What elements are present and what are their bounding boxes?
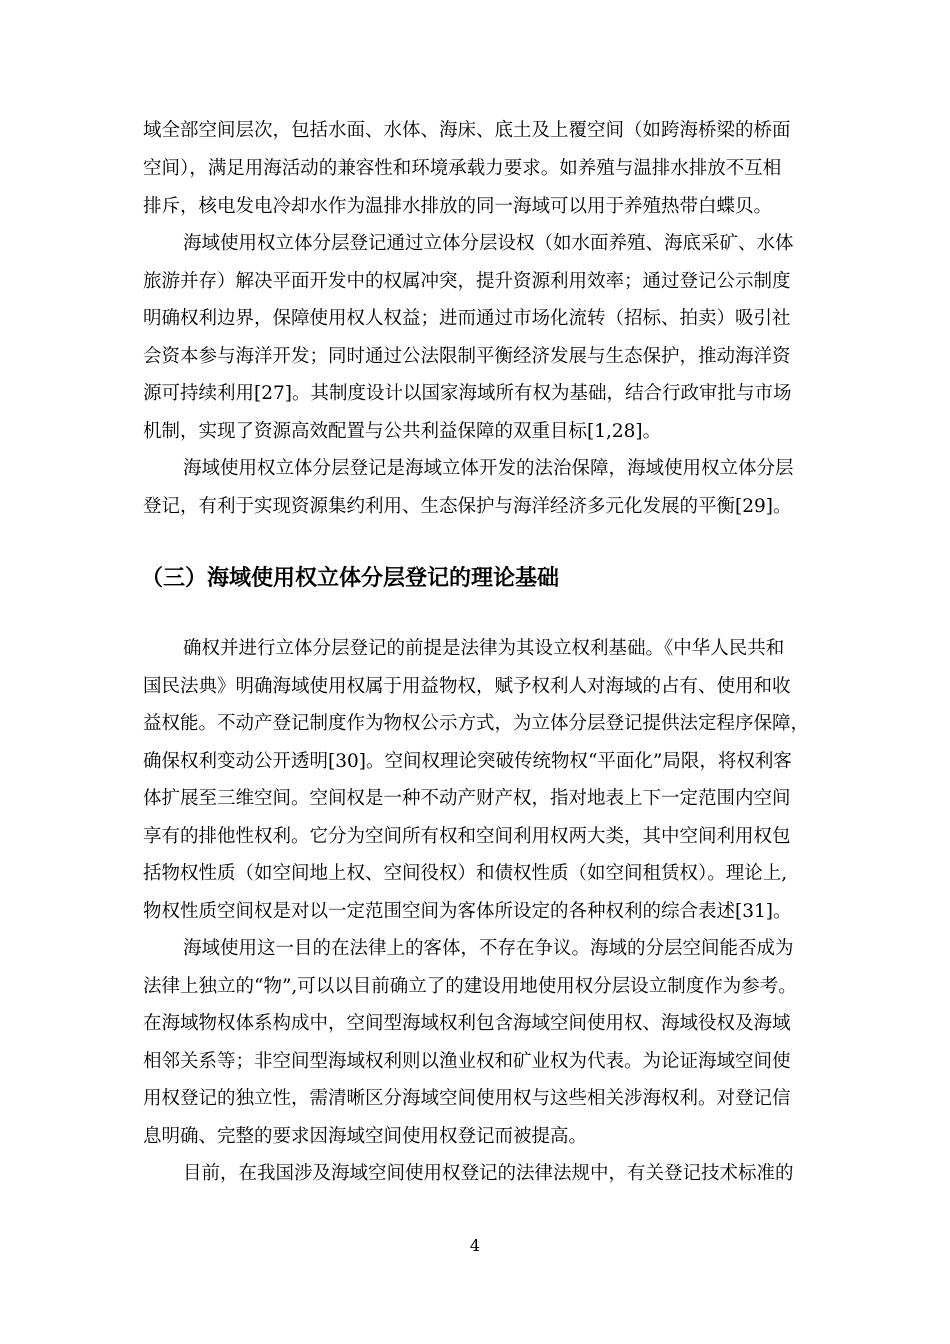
section-heading: （三）海域使用权立体分层登记的理论基础 [141,566,560,591]
text-line: 登记，有利于实现资源集约利用、生态保护与海洋经济多元化发展的平衡[29]。 [143,496,792,517]
text-line: 国民法典》明确海域使用权属于用益物权，赋予权利人对海域的占有、使用和收 [143,676,791,697]
text-line: 海域使用这一目的在法律上的客体，不存在争议。海域的分层空间能否成为 [183,938,794,959]
text-line: 括物权性质（如空间地上权、空间役权）和债权性质（如空间租赁权）。理论上, [143,863,788,884]
text-line: 确保权利变动公开透明[30]。空间权理论突破传统物权“平面化”局限，将权利客 [143,751,792,772]
page-number: 4 [469,1236,481,1255]
text-line: 益权能。不动产登记制度作为物权公示方式，为立体分层登记提供法定程序保障， [143,713,810,734]
text-line: 会资本参与海洋开发；同时通过公法限制平衡经济发展与生态保护，推动海洋资 [143,346,791,367]
text-line: 用权登记的独立性，需清晰区分海域空间使用权与这些相关涉海权利。对登记信 [143,1088,791,1109]
text-line: 法律上独立的“物”,可以以目前确立了的建设用地使用权分层设立制度作为参考。 [143,976,797,997]
text-line: 体扩展至三维空间。空间权是一种不动产财产权，指对地表上下一定范围内空间 [143,788,791,809]
text-line: 海域使用权立体分层登记是海域立体开发的法治保障，海域使用权立体分层 [183,458,794,479]
text-line: 海域使用权立体分层登记通过立体分层设权（如水面养殖、海底采矿、水体 [183,233,794,254]
text-line: 目前，在我国涉及海域空间使用权登记的法律法规中，有关登记技术标准的 [183,1163,794,1184]
text-line: 域全部空间层次，包括水面、水体、海床、底土及上覆空间（如跨海桥梁的桥面 [143,120,791,141]
text-line: 息明确、完整的要求因海域空间使用权登记而被提高。 [143,1126,588,1147]
text-line: 源可持续利用[27]。其制度设计以国家海域所有权为基础，结合行政审批与市场 [143,383,792,404]
text-line: 明确权利边界，保障使用权人权益；进而通过市场化流转（招标、拍卖）吸引社 [143,308,791,329]
text-line: 相邻关系等；非空间型海域权利则以渔业权和矿业权为代表。为论证海域空间使 [143,1051,791,1072]
text-line: 物权性质空间权是对以一定范围空间为客体所设定的各种权利的综合表述[31]。 [143,901,792,922]
text-line: 机制，实现了资源高效配置与公共利益保障的双重目标[1,28]。 [143,421,662,442]
text-line: 排斥，核电发电冷却水作为温排水排放的同一海域可以用于养殖热带白蝶贝。 [143,196,773,217]
text-line: 享有的排他性权利。它分为空间所有权和空间利用权两大类，其中空间利用权包 [143,826,791,847]
text-line: 旅游并存）解决平面开发中的权属冲突，提升资源利用效率；通过登记公示制度 [143,271,791,292]
text-line: 在海域物权体系构成中，空间型海域权利包含海域空间使用权、海域役权及海域 [143,1013,791,1034]
text-line: 空间），满足用海活动的兼容性和环境承载力要求。如养殖与温排水排放不互相 [143,158,782,179]
text-line: 确权并进行立体分层登记的前提是法律为其设立权利基础。《中华人民共和 [183,638,785,659]
